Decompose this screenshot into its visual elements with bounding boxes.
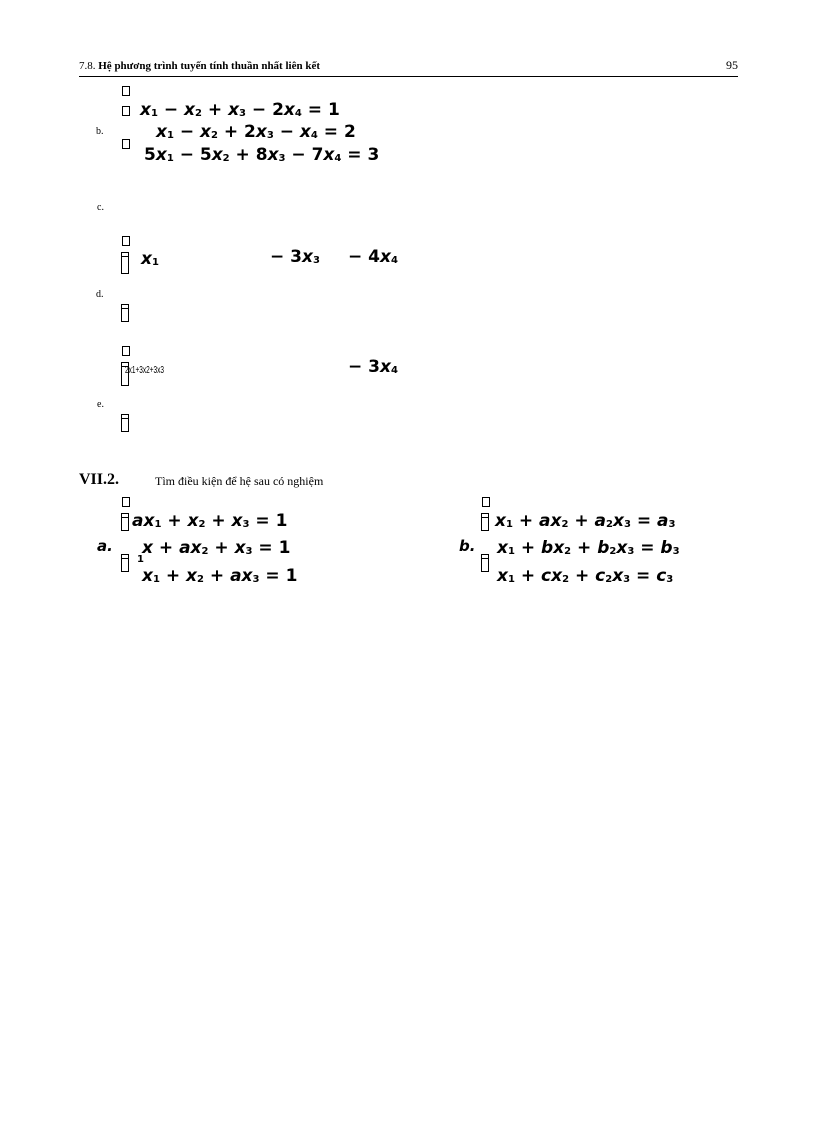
exercise-prompt: Tìm điều kiện để hệ sau có nghiệm	[155, 474, 324, 488]
header-section-title: Hệ phương trình tuyến tính thuần nhất liên kết	[98, 60, 320, 72]
equation-a2: $x + ax_2 + x_3 = 1$	[142, 538, 291, 558]
part-d-label: d.	[96, 289, 104, 300]
brace-glyph	[121, 554, 129, 572]
part-b-label: b.	[96, 126, 104, 137]
equation-a3: $x_1 + x_2 + ax_3 = 1$	[142, 566, 298, 586]
header-section-number: 7.8.	[79, 60, 96, 72]
header-title	[79, 60, 320, 72]
equation-b1: $x_1 - x_2 + x_3 - 2x_4 = 1$	[140, 100, 340, 120]
brace-glyph	[122, 236, 130, 246]
brace-glyph	[482, 497, 490, 507]
equation-e-small-text: 2x1+3x2+3x3	[125, 365, 165, 376]
brace-glyph	[122, 346, 130, 356]
page-header	[79, 58, 738, 77]
brace-glyph	[122, 86, 130, 96]
brace-glyph	[481, 513, 489, 531]
equation-d-x1: $x_1$	[141, 249, 159, 269]
brace-glyph	[121, 513, 129, 531]
equation-b3: $5x_1 - 5x_2 + 8x_3 - 7x_4 = 3$	[144, 145, 380, 165]
part-e-label: e.	[97, 399, 104, 410]
equation-b-exercise-3: $x_1 + cx_2 + c_2x_3 = c_3$	[497, 566, 674, 586]
brace-glyph	[122, 497, 130, 507]
exercise-b-label: b.	[459, 537, 476, 555]
part-c-label: c.	[97, 202, 104, 213]
equation-b2: $x_1 - x_2 + 2x_3 - x_4 = 2$	[156, 122, 356, 142]
equation-b-exercise-2: $x_1 + bx_2 + b_2x_3 = b_3$	[497, 538, 680, 558]
brace-glyph	[121, 252, 129, 274]
brace-glyph	[122, 139, 130, 149]
exercise-number: VII.2.	[79, 471, 120, 488]
equation-d-x4: − $4x_4$	[348, 247, 398, 267]
equation-b-exercise-1: $x_1 + ax_2 + a_2x_3 = a_3$	[495, 511, 676, 531]
brace-glyph	[121, 414, 129, 432]
equation-a1: $ax_1 + x_2 + x_3 = 1$	[132, 511, 288, 531]
brace-glyph	[481, 554, 489, 572]
brace-glyph	[121, 304, 129, 322]
equation-d-x3: − $3x_3$	[270, 247, 320, 267]
page-number: 95	[726, 58, 738, 72]
brace-glyph	[122, 106, 130, 116]
equation-e-x4: − $3x_4$	[348, 357, 398, 377]
equation-a2-subscript: 1	[137, 554, 144, 565]
exercise-a-label: a.	[97, 537, 113, 555]
exercise-heading	[79, 471, 324, 489]
